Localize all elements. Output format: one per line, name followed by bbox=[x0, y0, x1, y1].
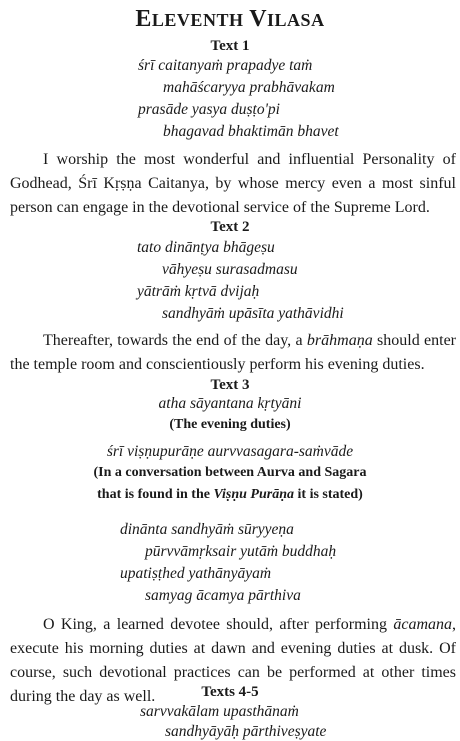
text-2-verse-line-3: yātrāṁ kṛtvā dvijaḥ bbox=[137, 283, 260, 300]
texts-4-5-verse-line-2: sandhyāyāḥ pārthiveṣyate bbox=[165, 723, 327, 740]
text-3-verse-line-2: pūrvvāmṛksair yutāṁ buddhaḥ bbox=[145, 543, 337, 560]
text-1-verse-line-2: mahāścaryya prabhāvakam bbox=[163, 79, 335, 96]
text-1-verse-line-4: bhagavad bhaktimān bhavet bbox=[163, 123, 339, 140]
text-2-label: Text 2 bbox=[210, 219, 250, 235]
text-3-label: Text 3 bbox=[210, 377, 250, 393]
texts-4-5-verse-line-1: sarvvakālam upasthānaṁ bbox=[140, 703, 299, 720]
texts-4-5-label: Texts 4-5 bbox=[201, 684, 259, 700]
text-2-translation: Thereafter, towards the end of the day, a brāhmaṇa should enter the temple room and conscientiously perform his evening duties. bbox=[10, 332, 457, 373]
text-1-label: Text 1 bbox=[210, 38, 250, 54]
text-1-verse-line-1: śrī caitanyaṁ prapadye taṁ bbox=[138, 57, 313, 74]
text-3-source-verse: śrī viṣṇupurāṇe aurvvasagara-saṁvāde bbox=[106, 443, 354, 460]
text-3-verse-line-4: samyag ācamya pārthiva bbox=[145, 587, 301, 604]
chapter-title: ELEVENTH VILASA bbox=[135, 6, 325, 32]
text-2-verse-line-4: sandhyāṁ upāsīta yathāvidhi bbox=[162, 305, 344, 322]
text-3-verse-line-3: upatiṣṭhed yathānyāyaṁ bbox=[120, 565, 272, 582]
text-2-verse-line-1: tato dinānṭya bhāgeṣu bbox=[137, 239, 275, 256]
text-3-source-line-1: (In a conversation between Aurva and Sagara bbox=[93, 465, 367, 480]
text-3-verse-line-1: dinānta sandhyāṁ sūryyeṇa bbox=[120, 521, 294, 538]
text-1-verse-line-3: prasāde yasya duṣṭo'pi bbox=[138, 101, 280, 118]
text-1-translation: I worship the most wonderful and influential Personality of Godhead, Śrī Kṛṣṇa Caitanya, by whose mercy even a most sinful person can engage in the devotional service of the Supreme Lord. bbox=[10, 151, 456, 216]
text-3-source-line-2: that is found in the Viṣṇu Purāṇa it is stated) bbox=[97, 487, 363, 502]
text-3-heading-translation: (The evening duties) bbox=[169, 417, 291, 432]
text-2-verse-line-2: vāhyeṣu surasadmasu bbox=[162, 261, 298, 278]
text-3-translation: O King, a learned devotee should, after performing ācamana, execute his morning duties at dawn and evening duties at dusk. Of course, such devotional practices can be performed at other times during the day as well. bbox=[10, 616, 456, 705]
text-3-heading-verse: atha sāyantana kṛtyāni bbox=[158, 395, 302, 412]
